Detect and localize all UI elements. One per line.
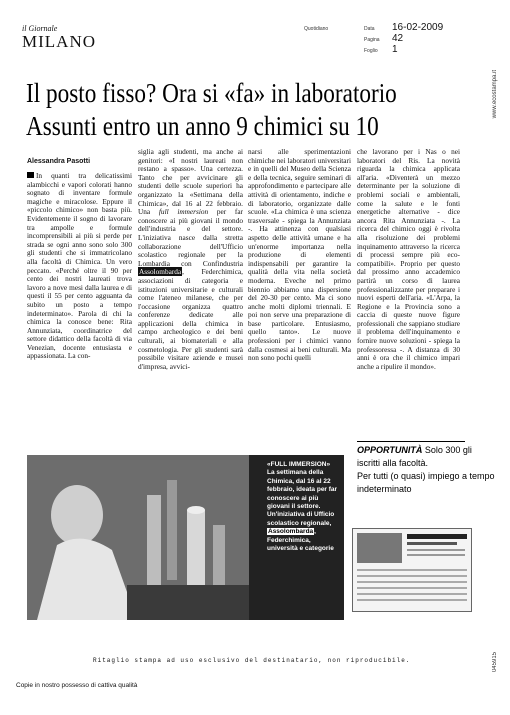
caption-text1: La settimana della Chimica, dal 16 al 22 febbraio, ideata per far conoscere ai più giovani il settore. Un'iniziativa di Ufficio scolastico regionale, [267,469,338,527]
article-column-4 [357,148,460,428]
box-kicker: OPPORTUNITÀ [357,445,423,455]
col3-text: narsi alle sperimentazioni chimiche nei laboratori universitari e in quelli del Museo della Scienza e della tecnica, seguire seminari di approfondimento e partecipare alle attività di orientamento, indiche e di laboratorio, organizzate dalle scuole. «La chimica è una scienza trasversale - spiega la Annunziata -. Ha attinenza con qualsiasi aspetto delle attività umane e ha un'enorme importanza nella produzione di elementi indispensabili per garantire la qualità della vita nella società moderna. Eveche nel primo biennio abbiamo una dispersione del 20-30 per cento. Ma ci sono anche molti diplomi triennali. E poi non serve una preparazione di base particolare. Entusiasmo, quello tanto». Le nuove professioni per i chimici vanno dalla cosmesi ai beni culturali. Ma non sono pochi quelli [248,147,351,363]
page-label: Pagina [364,37,380,43]
col2-italic: full immersion [158,207,209,217]
headline-line1: Il posto fisso? Ora si «fa» in laboratorio [26,78,397,108]
masthead-city: MILANO [22,32,96,51]
paragraph-marker [27,172,34,178]
lab-photo [27,455,249,620]
side-code: 045915 [492,652,498,673]
col1-text: In quanti tra delicatissimi alambicchi e vapori colorati hanno sognato di inventare formule magiche e miracolose. Eppure il «piccolo chimico» non basta più. Evidentemente il sogno di lavorare tra ampolle e formule incomprensibili ai più si perde per strada se ogni anno sono solo 300 gli studenti che si immatricolano alla facoltà di Chimica. Un vero peccato. «Perché oltre il 90 per cento dei nostri laureati trova lavoro a nove mesi dalla laurea e di questi il 55 per cento agguanta da subito un posto a tempo indeterminato». Parola di chi la chimica la conosce bene: Rita Annunziata, coordinatrice del settore didattico della facoltà di via Venezian, docente entusiasta e appassionata. La con- [27,171,132,361]
clipping-notice: Ritaglio stampa ad uso esclusivo del destinatario, non riproducibile. [93,657,411,664]
date-label: Data [364,26,375,32]
box-rule [357,441,465,442]
box-line2: Per tutti (o quasi) impiego a tempo indeterminato [357,471,495,494]
col2-highlight: Assolombarda [139,267,182,277]
page-thumbnail [352,528,472,612]
photo-caption-panel [249,455,344,620]
box-line1: Solo 300 gli iscritti alla facoltà. [357,445,472,468]
article-column-3 [248,148,351,388]
quality-note: Copie in nostro possesso di cattiva qualità [16,682,138,689]
col2-text-c: , Federchimica, associazioni di categoria e istituzioni universitarie e culturali come l'ateneo milanese, che per l'occasione organizza quattro conferenze dedicate alle applicazioni della chimica in campo archeologico e dei beni culturali, ai biomateriali e alla cosmetologia. Per gli studenti sarà possibile visitare aziende e musei d'impresa, avvici- [138,267,243,371]
masthead-title: il Giornale [22,24,58,33]
caption-highlight: Assolombarda [268,528,314,536]
sheet-label: Foglio [364,48,378,54]
lab-photo-illustration [27,455,249,620]
sheet-value: 1 [392,44,398,55]
article-column-1 [27,172,132,387]
headline-line2: Assunti entro un anno 9 chimici su 10 [26,111,379,141]
byline: Alessandra Pasotti [27,158,91,165]
col4-text: che lavorano per i Nas o nei laboratori del Ris. La novità riguarda la chimica applicata all'aria. «Diventerà un mezzo determinante per la soluzione di problemi sociali e ambientali, come la salute e le fonti energetiche alternative - dice ancora Rita Annunziata -. La ricerca del chimico oggi è rivolta alla risoluzione dei problemi inquinamento attraverso la ricerca di processi sempre più eco-compatibili». Proprio per questo dal prossimo anno accademico partirà un corso di laurea professionalizzante per preparare i nuovi esperti dell'aria. «L'Arpa, la Regione e la Provincia sono a caccia di queste nuove figure professionali che sappiano studiare il problema dell'inquinamento e fornire nuove soluzioni - spiega la professoressa -. A distanza di 30 anni è ora che il chimico impari anche a ripulire il mondo». [357,147,460,371]
opportunity-box [357,444,497,496]
page-thumbnail-illustration [353,529,471,611]
article-column-2 [138,148,243,388]
col2-text-b: per far conoscere ai più giovani il mondo dell'industria e del settore. L'iniziativa nasce dalla stretta collaborazione dell'Ufficio scolastico regionale per la Lombardia con Confindustria [138,207,243,268]
caption-text2: , Federchimica, università e categorie [267,528,334,553]
col2-text-a: siglia agli studenti, ma anche ai genitori: «I nostri laureati non restano a spasso». Una certezza. Tanto che per avvicinare gli studenti delle scuole superiori ha organizzato la «Settimana della Chimica», dal 16 al 22 febbraio. Una [138,147,243,217]
section-label: Quotidiano [304,26,329,32]
photo-caption [267,461,339,553]
side-url: www.ecostampa.it [492,70,498,119]
caption-kicker: «FULL IMMERSION» [267,461,331,468]
page-value: 42 [392,33,404,44]
date-value: 16-02-2009 [392,22,444,33]
